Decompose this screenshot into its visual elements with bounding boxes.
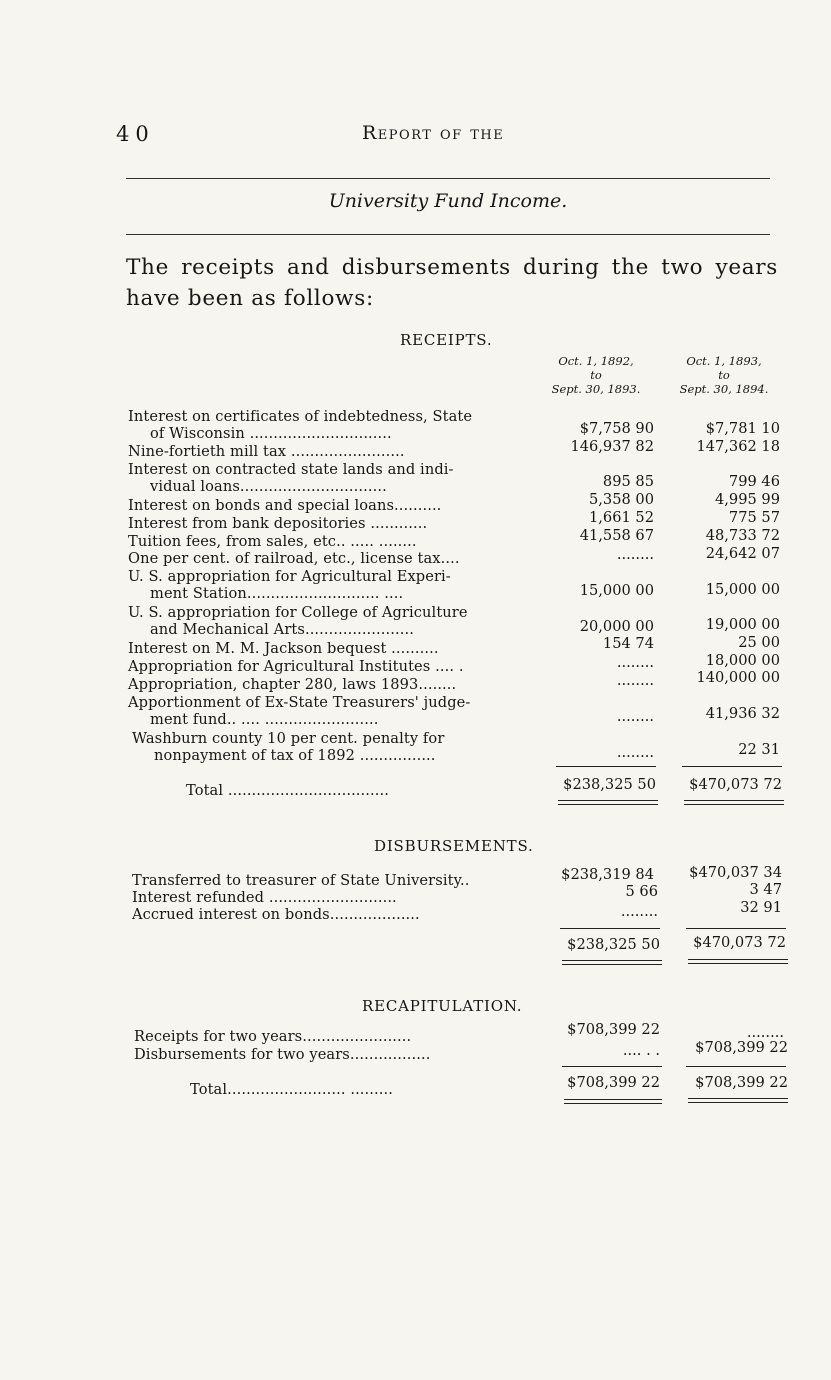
disbursements-sum-rule-1892: [560, 928, 660, 929]
disbursement-row-label: Transferred to treasurer of State University..: [132, 872, 470, 889]
page-number: 40: [116, 122, 155, 146]
receipt-value-1892: $7,758 90: [579, 420, 654, 437]
receipt-value-1893: 19,000 00: [705, 616, 780, 633]
recap-total-1892: $708,399 22: [567, 1074, 660, 1091]
receipts-total-1892: $238,325 50: [563, 776, 656, 793]
disbursements-total-1893: $470,073 72: [693, 934, 786, 951]
recap-value-1892: $708,399 22: [567, 1021, 660, 1038]
section-title: University Fund Income.: [328, 190, 568, 212]
disbursement-value-1892: 5 66: [625, 883, 658, 900]
recapitulation-heading: RECAPITULATION.: [362, 997, 523, 1015]
recap-sum-rule-1892: [562, 1066, 662, 1067]
disbursements-heading: DISBURSEMENTS.: [374, 837, 534, 855]
receipt-value-1893: 140,000 00: [696, 669, 780, 686]
receipt-value-1893: 25 00: [738, 634, 780, 651]
recap-value-1893: ........: [746, 1024, 784, 1041]
receipt-value-1893: $7,781 10: [705, 420, 780, 437]
receipt-value-1893: 799 46: [728, 473, 780, 490]
disbursement-value-1892: ........: [620, 903, 658, 920]
receipt-value-1893: 22 31: [738, 741, 780, 758]
running-title: Report of the: [362, 122, 505, 144]
column-header-1892-93: [541, 354, 651, 396]
receipt-value-1892: 895 85: [602, 473, 654, 490]
receipt-row-label: Interest on bonds and special loans..........: [128, 497, 442, 514]
receipt-row-label: Washburn county 10 per cent. penalty for nonpayment of tax of 1892 ................: [132, 730, 445, 764]
col2-until: Sept. 30, 1894.: [679, 382, 769, 396]
receipt-value-1892: ........: [616, 708, 654, 725]
col1-from: Oct. 1, 1892,: [558, 354, 634, 368]
receipts-total-label: Total ..................................: [186, 782, 389, 799]
receipt-row-label: One per cent. of railroad, etc., license tax....: [128, 550, 460, 567]
receipt-row-label: Interest on M. M. Jackson bequest ..........: [128, 640, 439, 657]
receipt-value-1892: ........: [616, 744, 654, 761]
recap-total-label: Total......................... .........: [190, 1081, 393, 1098]
receipt-value-1893: 48,733 72: [705, 527, 780, 544]
disbursements-total-1892: $238,325 50: [567, 936, 660, 953]
recap-value-1893: $708,399 22: [695, 1039, 788, 1056]
top-rule: [126, 178, 770, 179]
receipt-row-label: U. S. appropriation for College of Agriculture and Mechanical Arts.......................: [128, 604, 468, 638]
receipts-total-1893: $470,073 72: [689, 776, 782, 793]
col1-until: Sept. 30, 1893.: [551, 382, 641, 396]
disbursement-value-1892: $238,319 84: [561, 866, 654, 883]
receipt-row-label: Tuition fees, from sales, etc.. ..... ........: [128, 533, 417, 550]
receipts-total-double-rule-1893: [684, 800, 784, 805]
receipt-value-1892: 15,000 00: [579, 582, 654, 599]
receipts-heading: RECEIPTS.: [400, 331, 493, 349]
column-header-1893-94: [669, 354, 779, 396]
recap-sum-rule-1893: [686, 1066, 786, 1067]
disbursement-value-1893: 32 91: [740, 899, 782, 916]
receipt-row-label: U. S. appropriation for Agricultural Experi- ment Station............................ ....: [128, 568, 451, 602]
receipt-row-label: Interest from bank depositories ............: [128, 515, 428, 532]
receipt-value-1892: 146,937 82: [570, 438, 654, 455]
receipt-row-label: Interest on certificates of indebtedness, State of Wisconsin ..............................: [128, 408, 473, 442]
disbursement-row-label: Accrued interest on bonds...................: [132, 906, 420, 923]
disbursement-value-1893: 3 47: [749, 881, 782, 898]
receipt-row-label: Nine-fortieth mill tax ........................: [128, 443, 405, 460]
receipt-value-1893: 15,000 00: [705, 581, 780, 598]
recap-row-label: Receipts for two years.......................: [134, 1028, 412, 1045]
recap-row-label: Disbursements for two years.................: [134, 1046, 431, 1063]
receipts-sum-rule-1893: [682, 766, 782, 767]
disbursements-total-double-rule-1893: [688, 959, 788, 964]
receipt-value-1892: 154 74: [602, 635, 654, 652]
receipt-row-label: Appropriation for Agricultural Institutes .... .: [128, 658, 464, 675]
col2-from: Oct. 1, 1893,: [686, 354, 762, 368]
receipt-value-1892: 5,358 00: [589, 491, 654, 508]
receipts-total-double-rule-1892: [558, 800, 658, 805]
page-header: [0, 122, 831, 146]
col2-to: to: [718, 368, 730, 382]
recap-total-double-rule-1892: [564, 1099, 662, 1104]
receipt-value-1893: 147,362 18: [696, 438, 780, 455]
disbursements-total-double-rule-1892: [562, 960, 662, 965]
receipt-value-1892: ........: [616, 546, 654, 563]
intro-paragraph: The receipts and disbursements during the two years have been as follows:: [126, 255, 778, 311]
receipt-value-1893: 18,000 00: [705, 652, 780, 669]
disbursements-sum-rule-1893: [686, 928, 786, 929]
recap-value-1892: .... . .: [622, 1042, 660, 1059]
receipts-sum-rule-1892: [556, 766, 656, 767]
disbursement-value-1893: $470,037 34: [689, 864, 782, 881]
disbursement-row-label: Interest refunded ...........................: [132, 889, 397, 906]
receipt-row-label: Appropriation, chapter 280, laws 1893........: [128, 676, 457, 693]
receipt-row-label: Apportionment of Ex-State Treasurers' judge- ment fund.. .... ........................: [128, 694, 471, 728]
receipt-value-1892: 20,000 00: [579, 618, 654, 635]
recap-total-1893: $708,399 22: [695, 1074, 788, 1091]
receipt-value-1892: 1,661 52: [589, 509, 654, 526]
receipt-value-1892: ........: [616, 654, 654, 671]
receipt-value-1892: ........: [616, 672, 654, 689]
receipt-value-1893: 4,995 99: [715, 491, 780, 508]
receipt-row-label: Interest on contracted state lands and indi- vidual loans...............................: [128, 461, 454, 495]
receipt-value-1893: 41,936 32: [705, 705, 780, 722]
col1-to: to: [590, 368, 602, 382]
section-rule: [126, 234, 770, 235]
recap-total-double-rule-1893: [688, 1098, 788, 1103]
receipt-value-1893: 24,642 07: [705, 545, 780, 562]
receipt-value-1892: 41,558 67: [579, 527, 654, 544]
receipt-value-1893: 775 57: [728, 509, 780, 526]
